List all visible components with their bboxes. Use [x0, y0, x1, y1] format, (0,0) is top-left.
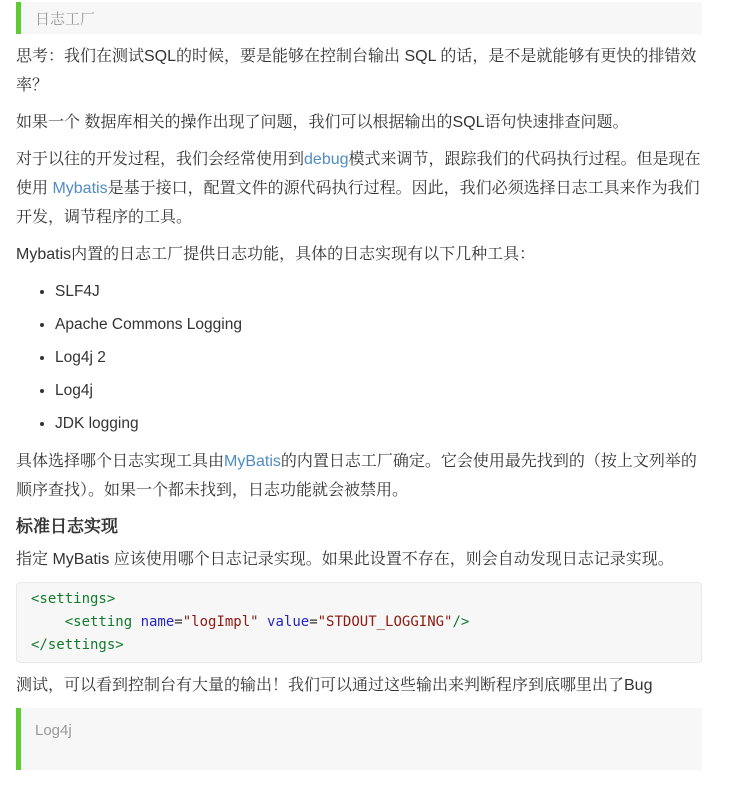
xml-tag: <settings>	[31, 591, 116, 607]
paragraph-test-output: 测试，可以看到控制台有大量的输出！我们可以通过这些输出来判断程序到底哪里出了Bug	[16, 677, 653, 694]
heading-standard-log-impl: 标准日志实现	[16, 517, 118, 536]
xml-attribute: value	[267, 614, 310, 630]
code-line	[31, 588, 687, 611]
inline-code-mybatis: MyBatis	[224, 453, 281, 470]
code-indent	[31, 614, 65, 630]
paragraph-debug-mode	[16, 145, 702, 232]
text-segment: 具体选择哪个日志实现工具由	[16, 453, 225, 470]
section-header-log4j	[16, 708, 702, 770]
list-item-log4j2: • Log4j 2	[55, 348, 702, 368]
logging-tools-list	[16, 282, 702, 434]
paragraph-thinking: 思考：我们在测试SQL的时候，要是能够在控制台输出 SQL 的话，是不是就能够有更快的排错效率？	[16, 48, 697, 94]
section-header-title: 日志工厂	[35, 10, 96, 28]
code-space	[259, 614, 267, 630]
list-item-log4j: • Log4j	[55, 381, 702, 401]
list-item-jdk-logging: • JDK logging	[55, 414, 702, 434]
text-segment: 对于以往的开发过程，我们会经常使用到	[16, 151, 305, 168]
xml-tag: />	[452, 614, 470, 630]
xml-tag: </settings>	[31, 637, 124, 653]
text-segment: 是基于接口，配置文件的源代码执行过程。因此，我们必须选择日志工具来作为我们开发，调节程序的工具。	[16, 180, 700, 226]
xml-equals: =	[174, 614, 183, 630]
inline-code-debug: debug	[304, 151, 349, 168]
inline-code-mybatis: Mybatis	[52, 180, 108, 197]
code-line	[31, 611, 687, 634]
xml-string: "STDOUT_LOGGING"	[317, 614, 453, 630]
paragraph-tool-selection	[16, 447, 702, 505]
list-item-apache-commons-logging: • Apache Commons Logging	[55, 315, 702, 335]
list-item-slf4j: • SLF4J	[55, 282, 702, 302]
paragraph-log-factory-intro: Mybatis内置的日志工厂提供日志功能，具体的日志实现有以下几种工具：	[16, 246, 536, 263]
xml-attribute: name	[140, 614, 175, 630]
paragraph-db-problem: 如果一个 数据库相关的操作出现了问题，我们可以根据输出的SQL语句快速排查问题。	[16, 114, 629, 131]
xml-equals: =	[309, 614, 318, 630]
code-line	[31, 634, 687, 657]
xml-tag: <setting	[64, 614, 141, 630]
paragraph-logimpl-setting: 指定 MyBatis 应该使用哪个日志记录实现。如果此设置不存在，则会自动发现日志记录实现。	[16, 551, 674, 568]
xml-string: "logImpl"	[182, 614, 259, 630]
text-segment: 模式来调节，跟踪我们的代码执行过程。但是现在使用	[16, 151, 701, 197]
section-header-log-factory	[16, 2, 702, 34]
section-header-title: Log4j	[35, 722, 72, 739]
xml-code-block	[16, 582, 702, 663]
text-segment: 的内置日志工厂确定。它会使用最先找到的（按上文列举的顺序查找）。如果一个都未找到，日志功能就会被禁用。	[16, 453, 697, 499]
